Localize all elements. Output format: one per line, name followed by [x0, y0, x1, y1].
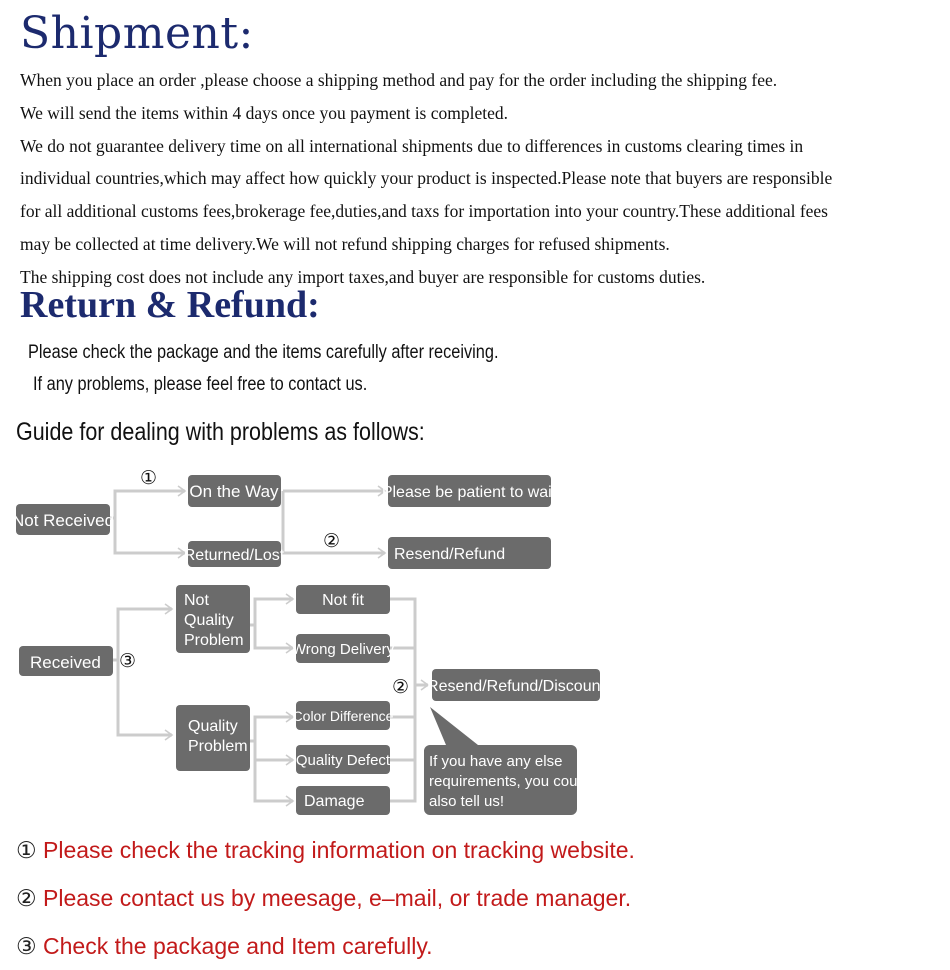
flow-box-received [19, 646, 113, 676]
note-number: ② [16, 885, 37, 911]
shipment-title: Shipment: [20, 8, 254, 59]
flow-box-not-fit [296, 585, 390, 614]
resend-refund-label: Resend/Refund [394, 546, 506, 563]
flow-box-be-patient [382, 475, 557, 507]
flow-box-not-received [12, 504, 114, 535]
note-text: Please check the tracking information on tracking website. [43, 837, 635, 863]
color-difference-label: Color Difference [292, 708, 394, 724]
note-line-2 [16, 884, 631, 912]
shipment-line: We do not guarantee delivery time on all international shipments due to differences in customs clearing times in [20, 135, 804, 156]
not-received-label: Not Received [11, 511, 115, 530]
note-line-1 [16, 836, 635, 864]
flow-box-quality-problem [176, 705, 250, 771]
flow-box-quality-defect [296, 745, 391, 774]
flow-box-wrong-delivery [292, 634, 395, 663]
quality-problem-line: Quality [188, 718, 238, 735]
not-fit-label: Not fit [322, 592, 364, 609]
flow-box-damage [296, 786, 390, 815]
callout-line: also tell us! [429, 793, 505, 810]
not-quality-line: Problem [184, 632, 244, 649]
shipment-line: The shipping cost does not include any import taxes,and buyer are responsible for customs duties. [20, 266, 706, 287]
callout-line: requirements, you could [429, 773, 590, 790]
on-the-way-label: On the Way [189, 482, 279, 501]
marker-1: ① [140, 468, 158, 489]
be-patient-label: Please be patient to wait [381, 484, 557, 501]
not-quality-line: Not [184, 592, 209, 609]
flow-box-on-the-way [188, 475, 281, 507]
return-check-text: Please check the package and the items carefully after receiving. [28, 342, 499, 363]
shipment-line: for all additional customs fees,brokerage fee,duties,and taxs for importation into your country.These additional fees [20, 201, 828, 222]
quality-defect-label: Quality Defect [295, 752, 391, 769]
marker-3: ③ [119, 651, 137, 672]
marker-2: ② [392, 677, 410, 698]
resend-refund-discount-label: Resend/Refund/Discount [427, 678, 605, 695]
shipment-line: individual countries,which may affect how quickly your product is inspected.Please note that buyers are responsible [20, 168, 833, 189]
note-line-3 [16, 932, 433, 960]
received-label: Received [30, 653, 101, 672]
note-text: Please contact us by meesage, e–mail, or trade manager. [43, 885, 632, 911]
return-contact-text: If any problems, please feel free to contact us. [33, 374, 368, 395]
flow-callout-note [424, 707, 589, 815]
flow-box-color-difference [293, 701, 394, 730]
flow-box-resend-refund [388, 537, 551, 569]
note-number: ① [16, 837, 37, 863]
damage-label: Damage [304, 793, 365, 810]
problem-flowchart [0, 455, 620, 825]
shipment-line: We will send the items within 4 days once you payment is completed. [20, 102, 509, 123]
callout-line: If you have any else [429, 753, 563, 770]
flow-box-resend-refund-discount [427, 669, 605, 701]
shipment-line: When you place an order ,please choose a shipping method and pay for the order including the shipping fee. [20, 70, 778, 90]
note-text: Check the package and Item carefully. [43, 933, 433, 959]
note-number: ③ [16, 933, 37, 959]
return-refund-title: Return & Refund: [20, 284, 320, 326]
guide-heading: Guide for dealing with problems as follows: [16, 418, 425, 446]
marker-2: ② [323, 531, 341, 552]
not-quality-line: Quality [184, 612, 234, 629]
quality-problem-line: Problem [188, 738, 248, 755]
flow-box-returned-lost [184, 541, 285, 567]
shipment-line: may be collected at time delivery.We will not refund shipping charges for refused shipments. [20, 233, 670, 254]
shipment-text [20, 64, 948, 294]
wrong-delivery-label: Wrong Delivery [291, 641, 395, 658]
returned-lost-label: Returned/Lost [183, 547, 285, 564]
flow-box-not-quality-problem [176, 585, 250, 653]
